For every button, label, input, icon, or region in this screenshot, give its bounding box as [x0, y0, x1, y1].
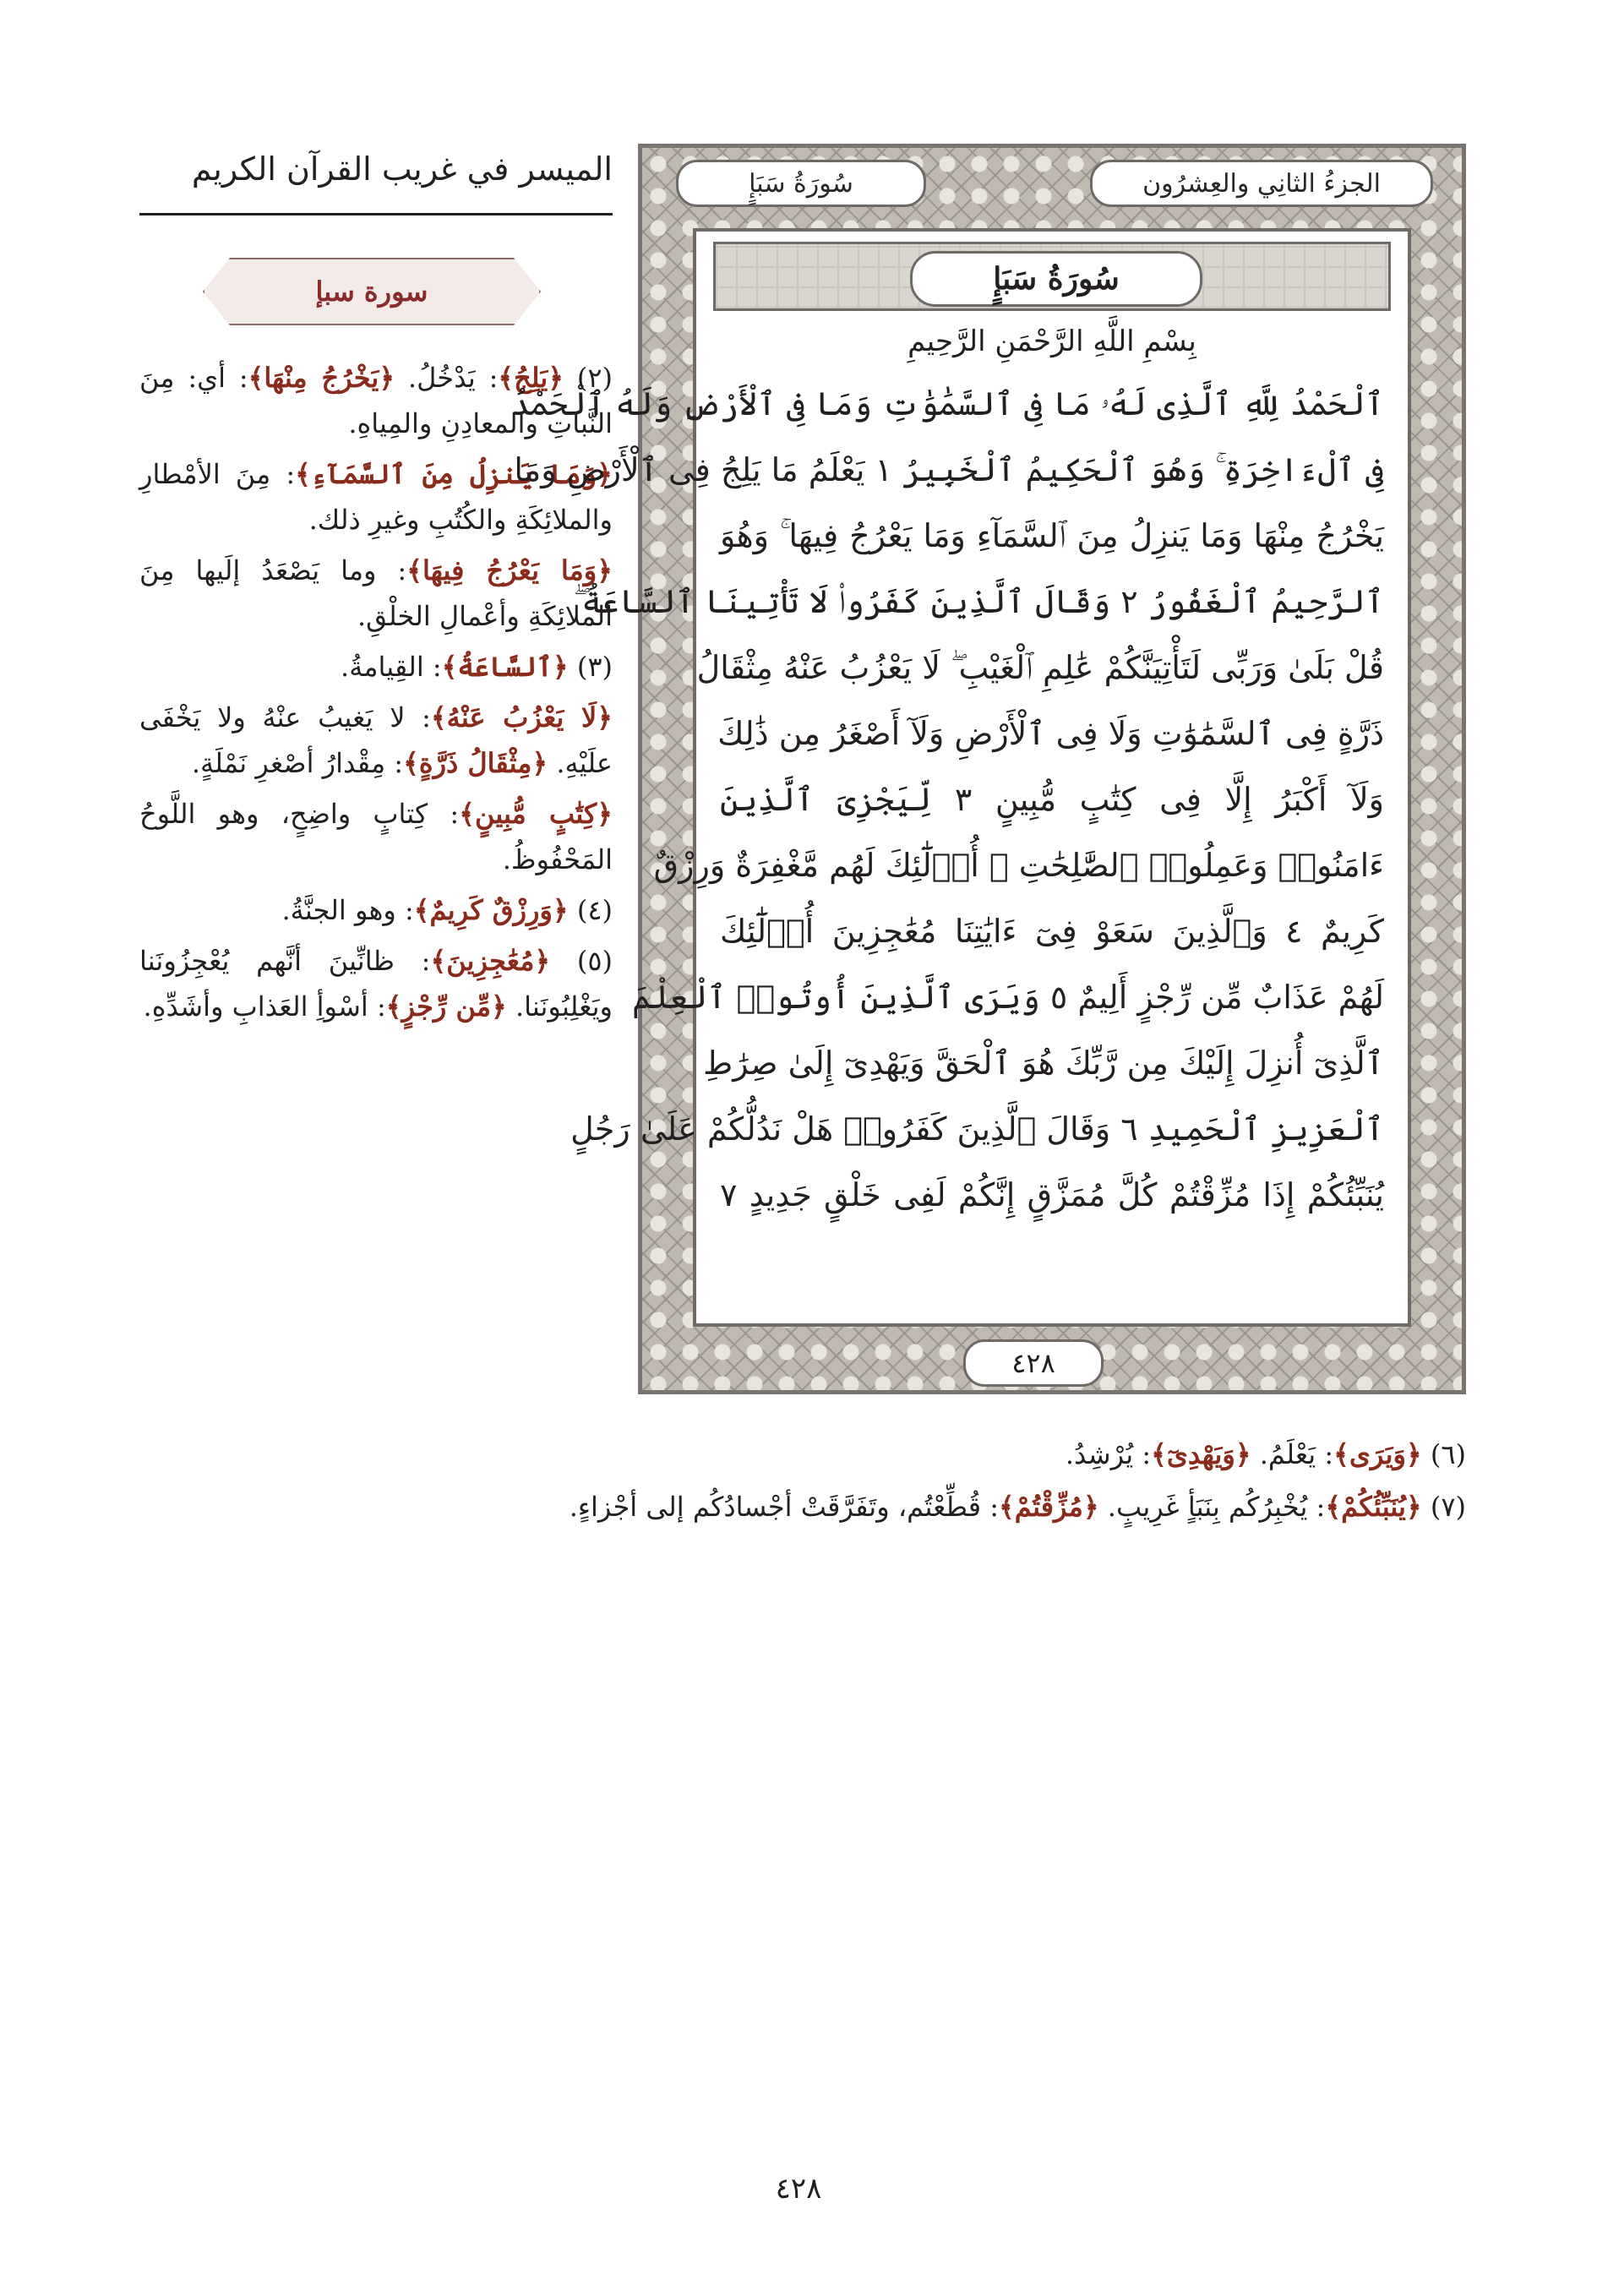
page-number: ٤٢٨ [775, 2172, 822, 2206]
note-item: (٤) ﴿وَرِزْقٌ كَرِيمٌ﴾: وهو الجنَّةُ. [281, 894, 613, 926]
note-item: (٦) ﴿وَيَرَى﴾: يَعْلَمُ. ﴿وَيَهْدِىٓ﴾: يُرْشِدُ. [1065, 1438, 1466, 1470]
verse-line: كَرِيمٌ ٤ وَٱلَّذِينَ سَعَوْ فِىٓ ءَايَٰتِنَا مُعَٰجِزِينَ أُو۟لَٰٓئِكَ [720, 913, 1384, 950]
title-divider [139, 213, 613, 215]
verse-line: ٱلْحَمْدُ لِلَّهِ ٱلَّذِى لَهُۥ مَا فِى ٱلسَّمَٰوَٰتِ وَمَا فِى ٱلْأَرْضِ وَلَهُ ٱلْحَمْدُ [511, 385, 1384, 423]
book-title: الميسر في غريب القرآن الكريم [191, 150, 613, 188]
verse-line: ٱلْعَزِيزِ ٱلْحَمِيدِ ٦ وَقَالَ ٱلَّذِينَ كَفَرُوا۟ هَلْ نَدُلُّكُمْ عَلَىٰ رَجُلٍ [570, 1110, 1384, 1148]
note-item: (٣) ﴿ٱلسَّاعَةُ﴾: القِيامةُ. [341, 651, 613, 683]
note-item: ﴿وَمَا يَنزِلُ مِنَ ٱلسَّمَآءِ﴾: مِنَ الأمْطارِ والملائِكَةِ والكُتُبِ وغيرِ ذلك. [139, 458, 613, 536]
quran-text-panel [511, 228, 1411, 1327]
surah-header-label: سُورَةُ سَبَإٍ [676, 160, 926, 207]
verse-line: لَهُمْ عَذَابٌ مِّن رِّجْزٍ أَلِيمٌ ٥ وَيَرَى ٱلَّذِينَ أُوتُوا۟ ٱلْعِلْمَ [632, 979, 1384, 1016]
surah-badge [203, 258, 541, 325]
quran-page-frame [511, 144, 1466, 1394]
verse-line: ءَامَنُوا۟ وَعَمِلُوا۟ ٱلصَّٰلِحَٰتِ ۚ أُو۟لَٰٓئِكَ لَهُم مَّغْفِرَةٌ وَرِزْقٌ [653, 847, 1384, 884]
juz-header-label: الجزءُ الثانِي والعِشرُون [1090, 160, 1433, 207]
note-item: ﴿كِتَٰبٍ مُّبِينٍ﴾: كِتابٍ واضِحٍ، وهو اللَّوحُ المَحْفُوظُ. [139, 798, 613, 875]
surah-title-band [713, 242, 1391, 311]
note-item: (٧) ﴿يُنَبِّئُكُمْ﴾: يُخْبِرُكُم بِنَبَأٍ غَرِيبٍ. ﴿مُزِّقْتُمْ﴾: قُطِّعْتُم، وتَفَرَّقَتْ أجْسادُكُم إلى أجْزاءٍ. [569, 1491, 1466, 1523]
verse-line: ذَرَّةٍ فِى ٱلسَّمَٰوَٰتِ وَلَا فِى ٱلْأَرْضِ وَلَآ أَصْغَرُ مِن ذَٰلِكَ [717, 715, 1384, 752]
note-item: (٥) ﴿مُعَٰجِزِينَ﴾: ظانِّينَ أنَّهم يُعْجِزُونَنا ويَغْلِبُونَنا. ﴿مِّن رِّجْزٍ﴾: أسْوأِ العَذابِ وأشَدِّهِ. [139, 945, 613, 1023]
verses-block [511, 371, 1384, 1228]
verse-line: يَخْرُجُ مِنْهَا وَمَا يَنزِلُ مِنَ ٱلسَّمَآءِ وَمَا يَعْرُجُ فِيهَا ۚ وَهُوَ [720, 517, 1384, 554]
note-item: ﴿وَمَا يَعْرُجُ فِيهَا﴾: وما يَصْعَدُ إلَيها مِنَ الملائِكَةِ وأعْمالِ الخلْقِ. [139, 554, 613, 632]
bottom-notes [321, 1428, 1466, 1533]
note-item: ﴿لَا يَعْزُبُ عَنْهُ﴾: لا يَغيبُ عنْهُ ولا يَخْفَى علَيْهِ. ﴿مِثْقَالُ ذَرَّةٍ﴾: مِقْدارُ أصْغرِ نَمْلَةٍ. [139, 701, 613, 779]
note-item: (٢) ﴿يَلِجُ﴾: يَدْخُلُ. ﴿يَخْرُجُ مِنْهَا﴾: أي: مِنَ النَّباتِ والمعادِنِ والمِياهِ. [139, 362, 613, 439]
verse-line: يُنَبِّئُكُمْ إِذَا مُزِّقْتُمْ كُلَّ مُمَزَّقٍ إِنَّكُمْ لَفِى خَلْقٍ جَدِيدٍ ٧ [720, 1176, 1384, 1213]
frame-page-number: ٤٢٨ [963, 1339, 1104, 1387]
surah-title: سُورَةُ سَبَإٍ [910, 251, 1202, 307]
verse-line: قُلْ بَلَىٰ وَرَبِّى لَتَأْتِيَنَّكُمْ عَٰلِمِ ٱلْغَيْبِ ۖ لَا يَعْزُبُ عَنْهُ مِثْقَالُ [696, 649, 1384, 686]
verse-line: ٱلَّذِىٓ أُنزِلَ إِلَيْكَ مِن رَّبِّكَ هُوَ ٱلْحَقَّ وَيَهْدِىٓ إِلَىٰ صِرَٰطِ [703, 1044, 1384, 1082]
verse-line: ٱلرَّحِيمُ ٱلْغَفُورُ ٢ وَقَالَ ٱلَّذِينَ كَفَرُوا۟ لَا تَأْتِينَا ٱلسَّاعَةُ ۖ [573, 583, 1384, 620]
surah-badge-label: سورة سبإ [315, 275, 428, 308]
basmala: بِسْمِ اللَّهِ الرَّحْمَنِ الرَّحِيمِ [908, 324, 1196, 358]
verse-line: فِى ٱلْءَاخِرَةِ ۚ وَهُوَ ٱلْحَكِيمُ ٱلْخَبِيرُ ١ يَعْلَمُ مَا يَلِجُ فِى ٱلْأَرْضِ وَمَا [514, 451, 1384, 488]
verse-line: وَلَآ أَكْبَرُ إِلَّا فِى كِتَٰبٍ مُّبِينٍ ٣ لِّيَجْزِىَ ٱلَّذِينَ [720, 781, 1384, 818]
